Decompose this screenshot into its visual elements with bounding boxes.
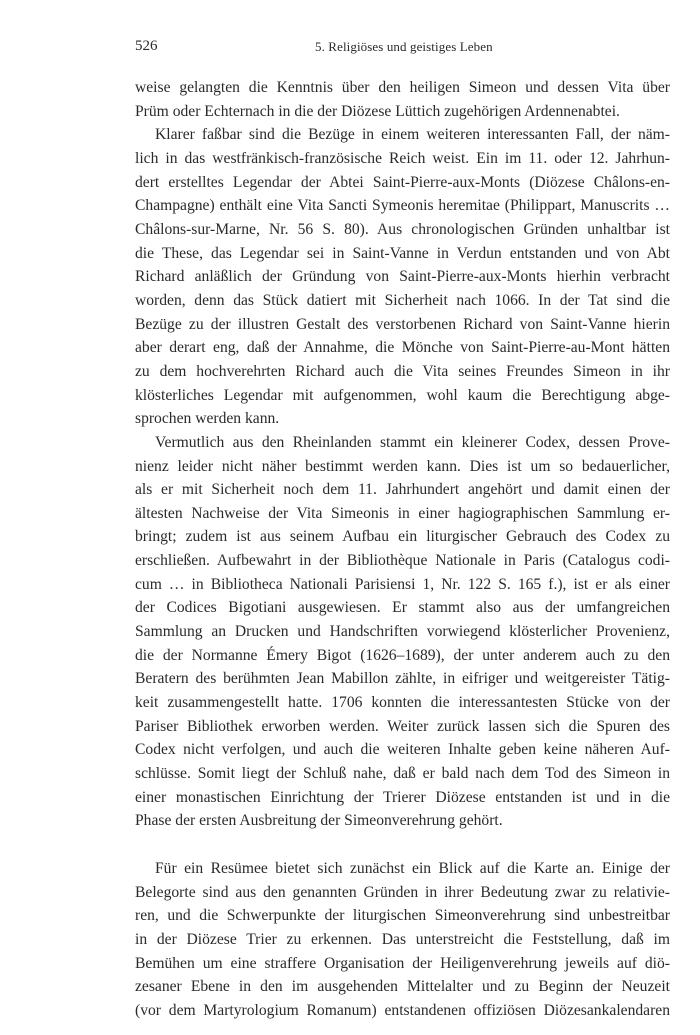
- text-line: Bezüge zu der illustren Gestalt des verstorbenen Richard von Saint-Vanne hierin: [135, 315, 670, 333]
- text-line: die These, das Legendar sei in Saint-Vanne in Verdun entstanden und von Abt: [135, 244, 670, 262]
- text-line: zesaner Ebene in den im ausgehenden Mittelalter und zu Beginn der Neuzeit: [135, 978, 670, 996]
- text-line: erschließen. Aufbewahrt in der Bibliothèque Nationale in Paris (Catalogus codi-: [135, 552, 670, 570]
- text-line: Beratern des berühmten Jean Mabillon zählte, in eifriger und weitgereister Tätig-: [135, 670, 670, 688]
- text-line: Châlons-sur-Marne, Nr. 56 S. 80). Aus chronologischen Gründen unhaltbar ist: [135, 220, 670, 238]
- text-line: Richard anläßlich der Gründung von Saint-Pierre-aux-Monts hierhin verbracht: [135, 268, 670, 286]
- text-line: Codex nicht verfolgen, und auch die weiteren Inhalte geben keine näheren Auf-: [135, 741, 670, 759]
- text-line: Phase der ersten Ausbreitung der Simeonverehrung gehört.: [135, 812, 503, 830]
- text-line: weise gelangten die Kenntnis über den heiligen Simeon und dessen Vita über: [135, 79, 670, 96]
- paragraph: [135, 857, 670, 1023]
- text-line: dert erstelltes Legendar der Abtei Saint-Pierre-aux-Monts (Diözese Châlons-en-: [135, 173, 670, 191]
- text-line: Belegorte sind aus den genannten Gründen in ihrer Bedeutung zwar zu relativie-: [135, 883, 670, 901]
- paragraph: [135, 123, 670, 431]
- text-line: aber derart eng, daß der Annahme, die Mönche von Saint-Pierre-au-Mont hätten: [135, 339, 670, 357]
- text-line: ren, und die Schwerpunkte der liturgischen Simeonverehrung sind unbestreitbar: [135, 907, 670, 925]
- paragraph-gap: [135, 833, 670, 857]
- text-line: Klarer faßbar sind die Bezüge in einem weiteren interessanten Fall, der näm-: [155, 126, 670, 144]
- text-line: Champagne) enthält eine Vita Sancti Symeonis heremitae (Philippart, Manuscrits …: [135, 197, 670, 215]
- text-line: keit zusammengestellt hatte. 1706 konnten die interessantesten Stücke von der: [135, 694, 670, 712]
- body-text: [135, 76, 670, 1023]
- text-line: Vermutlich aus den Rheinlanden stammt ein kleinerer Codex, dessen Prove-: [155, 433, 670, 451]
- text-line: in der Diözese Trier zu erkennen. Das unterstreicht die Feststellung, daß im: [135, 930, 670, 948]
- text-line: cum … in Bibliotheca Nationali Parisiensi 1, Nr. 122 S. 165 f.), ist er als einer: [135, 575, 670, 593]
- text-line: ältesten Nachweise der Vita Simeonis in einer hagiographischen Sammlung er-: [135, 504, 670, 522]
- text-line: klösterliches Legendar mit aufgenommen, wohl kaum die Berechtigung abge-: [135, 386, 670, 404]
- paragraph: [135, 431, 670, 833]
- text-line: Bemühen um eine straffere Organisation der Heiligenverehrung jeweils auf diö-: [135, 954, 670, 972]
- text-line: einer monastischen Einrichtung der Trierer Diözese entstanden ist und in die: [135, 788, 670, 806]
- text-line: (vor dem Martyrologium Romanum) entstandenen offiziösen Diözesankalendaren: [135, 1001, 670, 1019]
- text-line: Prüm oder Echternach in die der Diözese Lüttich zugehörigen Ardennenabtei.: [135, 102, 620, 120]
- text-line: worden, denn das Stück datiert mit Sicherheit nach 1066. In der Tat sind die: [135, 291, 670, 309]
- text-line: sprochen werden kann.: [135, 410, 280, 428]
- running-title: 5. Religiöses und geistiges Leben: [315, 39, 493, 54]
- text-line: lich in das westfränkisch-französische Reich weist. Ein im 11. oder 12. Jahrhun-: [135, 149, 670, 167]
- text-line: als er mit Sicherheit noch dem 11. Jahrhundert angehört und damit einen der: [135, 481, 670, 499]
- text-line: bringt; zudem ist aus seinem Aufbau ein liturgischer Gebrauch des Codex zu: [135, 528, 670, 546]
- text-line: der Codices Bigotiani ausgewiesen. Er stammt also aus der umfangreichen: [135, 599, 670, 617]
- text-line: zu dem hochverehrten Richard auch die Vita seines Freundes Simeon in ihr: [135, 362, 670, 380]
- text-line: nienz leider nicht näher bestimmt werden kann. Dies ist um so bedauerlicher,: [135, 457, 670, 475]
- text-line: die der Normanne Émery Bigot (1626–1689), der unter anderem auch zu den: [135, 646, 670, 664]
- text-line: Sammlung an Drucken und Handschriften vorwiegend klösterlicher Provenienz,: [135, 623, 670, 641]
- text-line: Pariser Bibliothek erworben werden. Weiter zurück lassen sich die Spuren des: [135, 717, 670, 735]
- paragraph: [135, 76, 670, 123]
- running-header: [135, 38, 670, 58]
- text-line: Für ein Resümee bietet sich zunächst ein Blick auf die Karte an. Einige der: [155, 860, 670, 877]
- text-line: schlüsse. Somit liegt der Schluß nahe, daß er bald nach dem Tod des Simeon in: [135, 765, 670, 783]
- page-number: 526: [135, 38, 158, 54]
